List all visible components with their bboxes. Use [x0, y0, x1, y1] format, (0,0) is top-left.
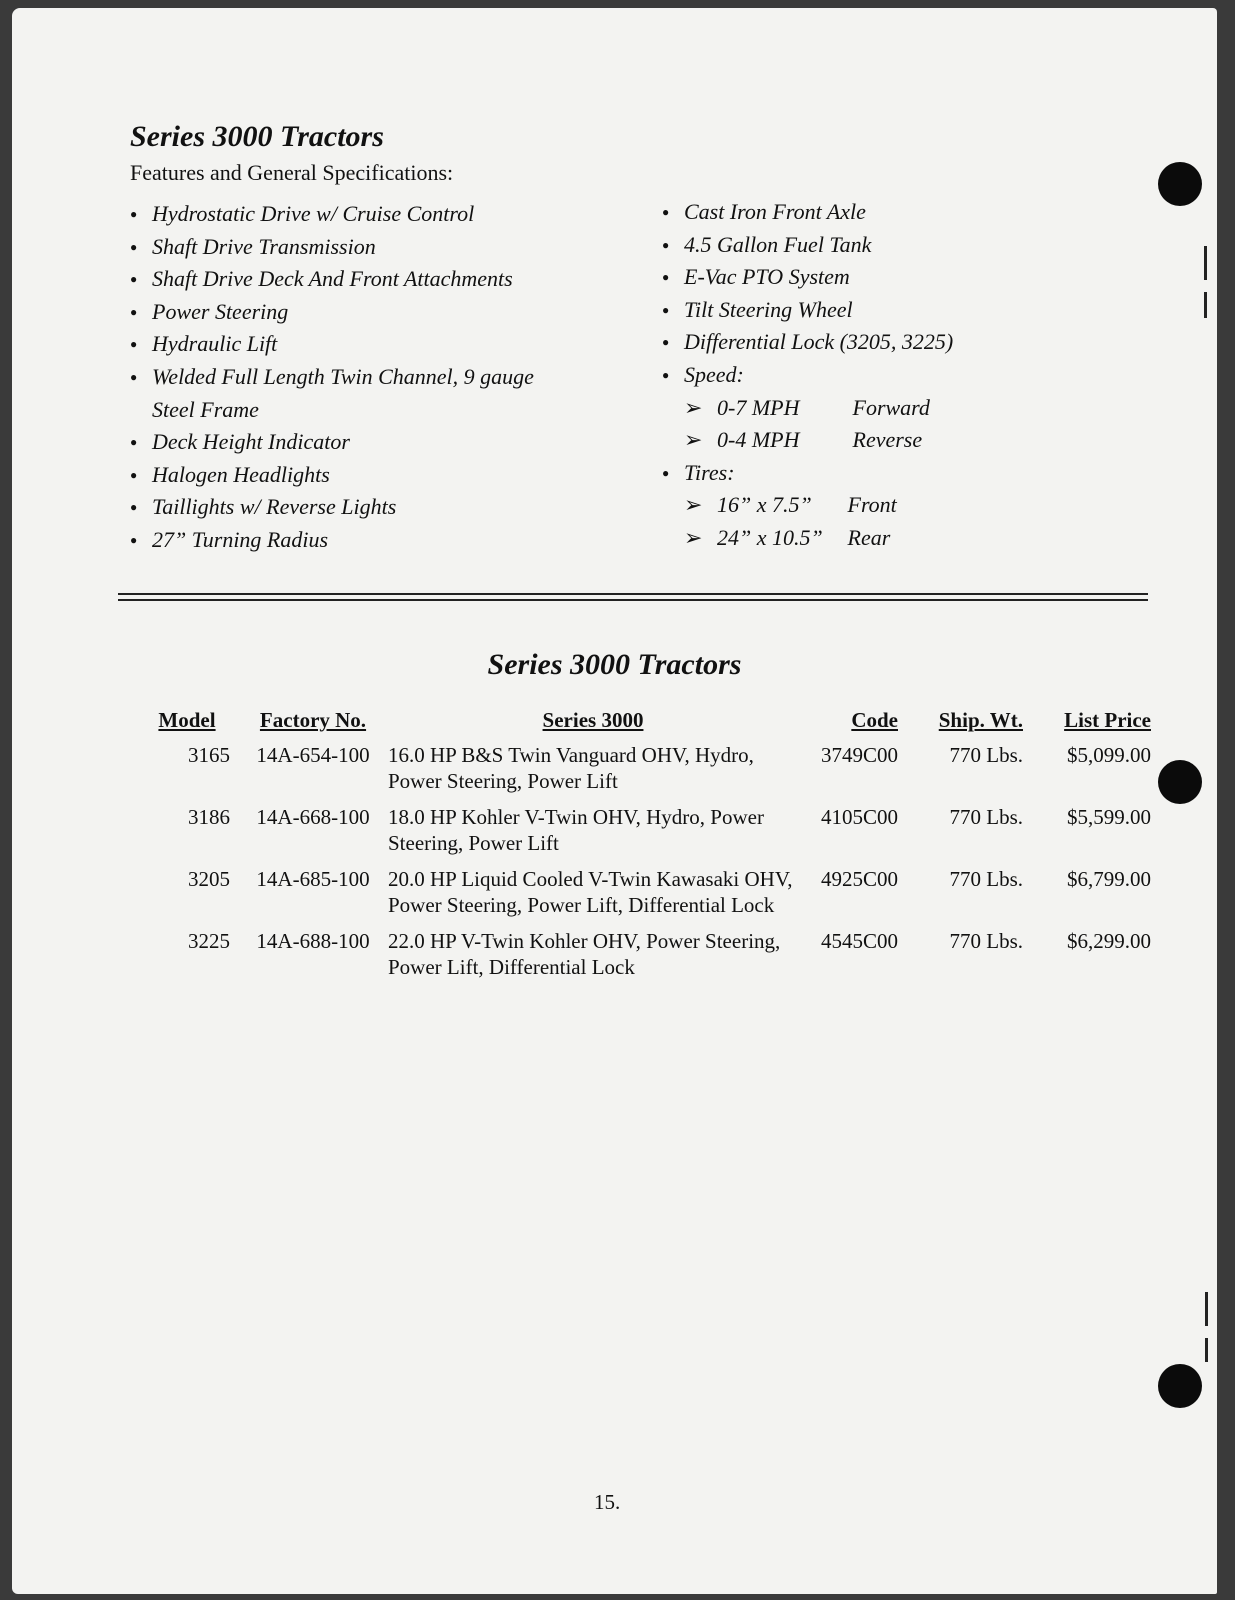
- description-cell: 20.0 HP Liquid Cooled V-Twin Kawasaki OHV, Power Steering, Power Lift, Differential Lock: [388, 867, 793, 917]
- tires-heading: ● Tires:: [662, 457, 1132, 490]
- factory-cell: 14A-685-100: [256, 867, 370, 891]
- header-ship-weight: Ship. Wt.: [938, 708, 1023, 732]
- feature-item: ● E-Vac PTO System: [662, 261, 1132, 294]
- description-cell: 18.0 HP Kohler V-Twin OHV, Hydro, Power Steering, Power Lift: [388, 805, 764, 855]
- feature-item-continuation: Steel Frame: [152, 396, 259, 422]
- header-series: Series 3000: [542, 708, 644, 732]
- feature-item: ● 4.5 Gallon Fuel Tank: [662, 229, 1132, 262]
- feature-item: ● Power Steering: [130, 296, 600, 329]
- header-factory-no: Factory No.: [259, 708, 367, 732]
- feature-item: ● Deck Height Indicator: [130, 426, 600, 459]
- table-header-row: [130, 708, 1151, 739]
- feature-item: ● 27” Turning Radius: [130, 524, 600, 557]
- table-row: [130, 739, 1151, 801]
- feature-item: ● Shaft Drive Transmission: [130, 231, 600, 264]
- feature-item: ● Shaft Drive Deck And Front Attachments: [130, 263, 600, 296]
- feature-item: ● Cast Iron Front Axle: [662, 196, 1132, 229]
- table-row: [130, 801, 1151, 863]
- tire-size: 16” x 7.5”: [717, 492, 812, 518]
- feature-item: ● Hydraulic Lift: [130, 328, 600, 361]
- features-left-list: [130, 198, 600, 557]
- model-cell: 3165: [188, 743, 230, 767]
- factory-cell: 14A-688-100: [256, 929, 370, 953]
- features-right-list: [662, 196, 1132, 555]
- price-table: [130, 708, 1151, 987]
- arrow-bullet-icon: ➢: [684, 427, 703, 453]
- feature-item: ● Halogen Headlights: [130, 459, 600, 492]
- section-subtitle: Features and General Specifications:: [130, 160, 454, 185]
- punch-hole: [1158, 1364, 1202, 1408]
- factory-cell: 14A-668-100: [256, 805, 370, 829]
- weight-cell: 770 Lbs.: [949, 867, 1023, 891]
- description-cell: 16.0 HP B&S Twin Vanguard OHV, Hydro, Power Steering, Power Lift: [388, 743, 754, 793]
- section-title: Series 3000 Tractors: [130, 120, 384, 153]
- binder-mark: [1205, 1338, 1208, 1362]
- code-cell: 4925C00: [820, 867, 898, 891]
- divider: [118, 593, 1148, 595]
- speed-direction: Reverse: [852, 427, 923, 453]
- weight-cell: 770 Lbs.: [949, 929, 1023, 953]
- table-row: [130, 863, 1151, 925]
- code-cell: 4545C00: [820, 929, 898, 953]
- weight-cell: 770 Lbs.: [949, 743, 1023, 767]
- price-cell: $5,099.00: [1067, 743, 1151, 767]
- speed-row: [662, 392, 1132, 425]
- feature-item: ● Hydrostatic Drive w/ Cruise Control: [130, 198, 600, 231]
- arrow-bullet-icon: ➢: [684, 524, 703, 550]
- binder-mark: [1204, 292, 1207, 318]
- speed-value: 0-4 MPH: [717, 427, 800, 453]
- table-title: Series 3000 Tractors: [487, 648, 742, 681]
- binder-mark: [1205, 1292, 1208, 1326]
- model-cell: 3225: [188, 929, 230, 953]
- header-list-price: List Price: [1064, 708, 1151, 732]
- document-page: [12, 8, 1217, 1594]
- price-cell: $6,299.00: [1067, 929, 1151, 953]
- tire-size: 24” x 10.5”: [717, 524, 823, 550]
- speed-value: 0-7 MPH: [717, 394, 800, 420]
- price-cell: $6,799.00: [1067, 867, 1151, 891]
- arrow-bullet-icon: ➢: [684, 394, 703, 420]
- feature-item: ● Taillights w/ Reverse Lights: [130, 491, 600, 524]
- arrow-bullet-icon: ➢: [684, 492, 703, 518]
- binder-mark: [1204, 246, 1207, 280]
- weight-cell: 770 Lbs.: [949, 805, 1023, 829]
- factory-cell: 14A-654-100: [256, 743, 370, 767]
- header-code: Code: [851, 708, 898, 732]
- feature-item: ● Tilt Steering Wheel: [662, 294, 1132, 327]
- tire-position: Rear: [847, 524, 891, 550]
- punch-hole: [1158, 760, 1202, 804]
- punch-hole: [1158, 162, 1202, 206]
- code-cell: 3749C00: [820, 743, 898, 767]
- description-cell: 22.0 HP V-Twin Kohler OHV, Power Steering, Power Lift, Differential Lock: [388, 929, 781, 979]
- table-row: [130, 925, 1151, 987]
- feature-item: ● Welded Full Length Twin Channel, 9 gauge: [130, 361, 600, 394]
- divider: [118, 599, 1148, 601]
- price-cell: $5,599.00: [1067, 805, 1151, 829]
- speed-direction: Forward: [852, 394, 930, 420]
- tire-position: Front: [847, 492, 897, 518]
- tire-row: [662, 489, 1132, 522]
- feature-item: ● Differential Lock (3205, 3225): [662, 326, 1132, 359]
- tire-row: [662, 522, 1132, 555]
- speed-heading: ● Speed:: [662, 359, 1132, 392]
- model-cell: 3205: [188, 867, 230, 891]
- header-model: Model: [158, 708, 216, 732]
- speed-row: [662, 424, 1132, 457]
- page-number: 15.: [594, 1490, 621, 1514]
- code-cell: 4105C00: [820, 805, 898, 829]
- model-cell: 3186: [188, 805, 230, 829]
